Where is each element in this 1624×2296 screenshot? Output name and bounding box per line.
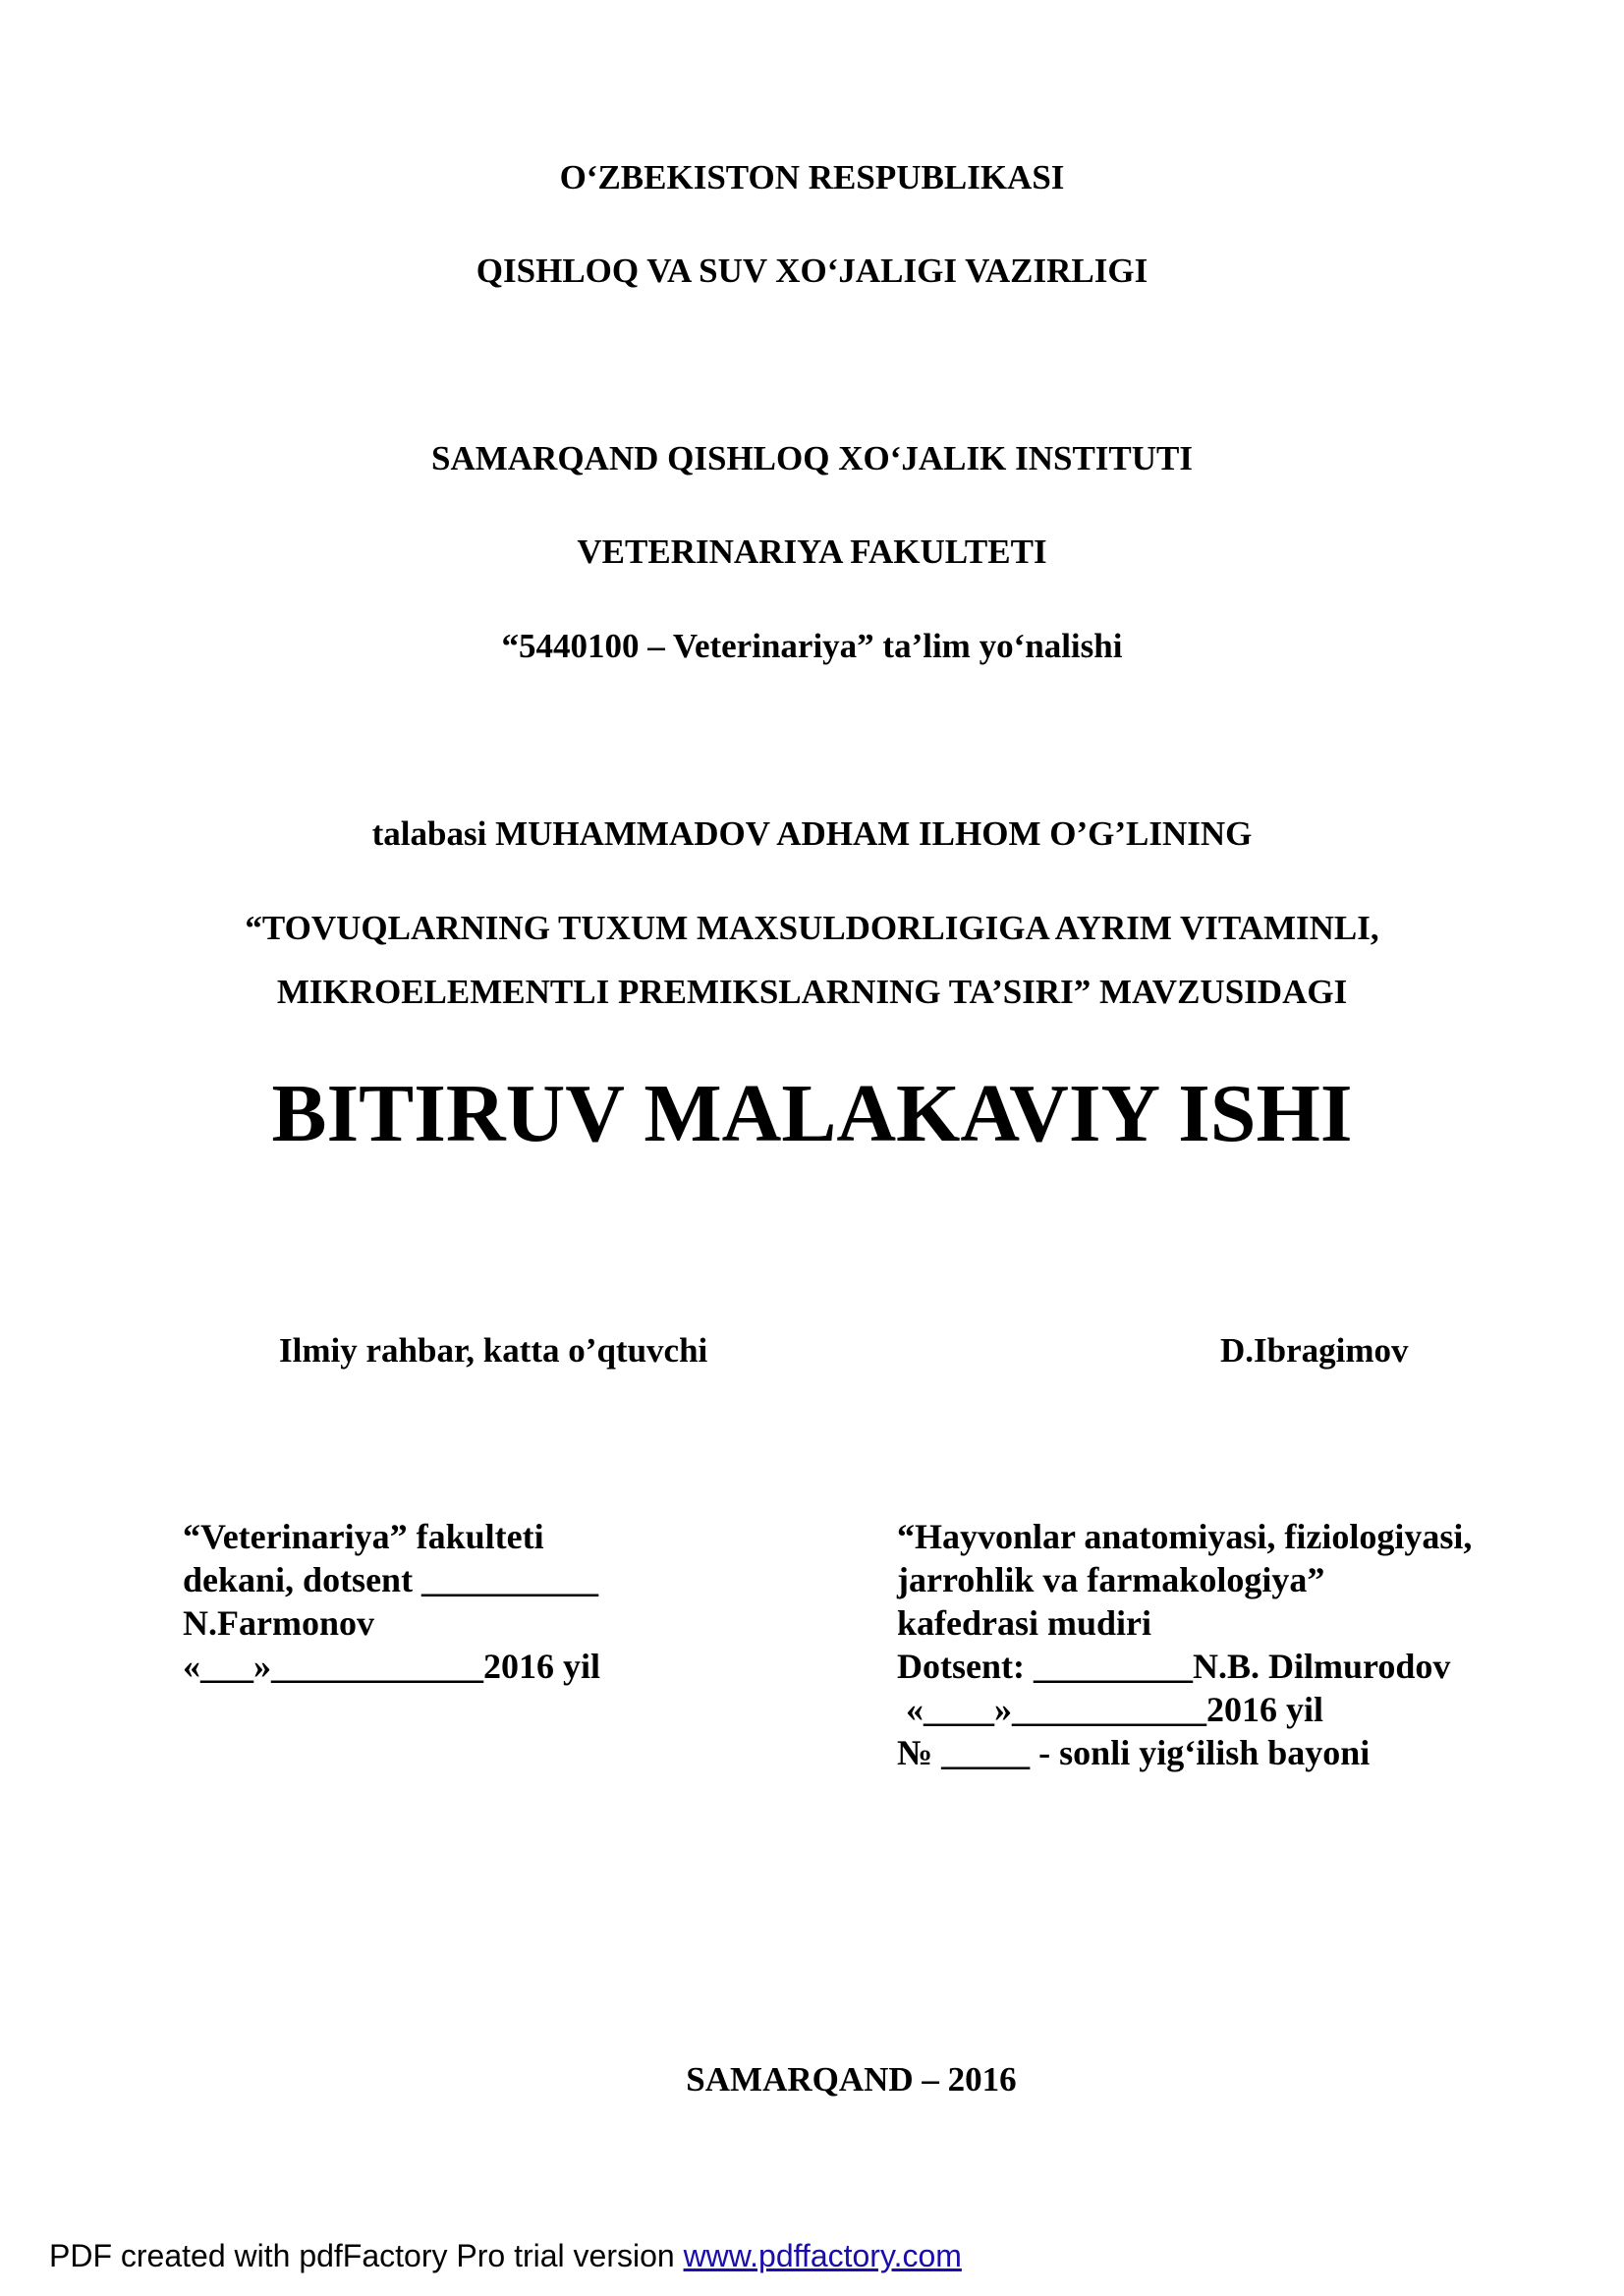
dean-line: N.Farmonov <box>183 1603 374 1643</box>
pdf-watermark-footer <box>49 2240 962 2271</box>
topic-line-1: “TOVUQLARNING TUXUM MAXSULDORLIGIGA AYRIM VITAMINLI, <box>245 909 1379 947</box>
department-approval-block <box>897 1515 1472 1774</box>
department-line: «____»___________2016 yil <box>897 1690 1324 1729</box>
dean-line: “Veterinariya” fakulteti <box>183 1517 544 1556</box>
department-line: jarrohlik va farmakologiya” <box>897 1560 1325 1599</box>
header-direction: “5440100 – Veterinariya” ta’lim yo‘nalishi <box>501 627 1123 665</box>
dean-line: dekani, dotsent __________ <box>183 1560 599 1599</box>
header-faculty: VETERINARIYA FAKULTETI <box>577 532 1047 571</box>
supervisor-name: D.Ibragimov <box>1220 1331 1409 1370</box>
header-republic: O‘ZBEKISTON RESPUBLIKASI <box>559 158 1065 196</box>
topic-line-2: MIKROELEMENTLI PREMIKSLARNING TA’SIRI” MAVZUSIDAGI <box>276 973 1348 1011</box>
department-line: kafedrasi mudiri <box>897 1603 1152 1643</box>
dean-line: «___»____________2016 yil <box>183 1647 601 1686</box>
supervisor-role: Ilmiy rahbar, katta o’qtuvchi <box>279 1331 708 1370</box>
place-year: SAMARQAND – 2016 <box>686 2060 1017 2099</box>
department-line: Dotsent: _________N.B. Dilmurodov <box>897 1647 1451 1686</box>
student-line: talabasi MUHAMMADOV ADHAM ILHOM O’G’LINING <box>371 814 1253 853</box>
footer-text: PDF created with pdfFactory Pro trial version <box>49 2238 684 2273</box>
dean-approval-block <box>183 1515 600 1688</box>
header-institute: SAMARQAND QISHLOQ XO‘JALIK INSTITUTI <box>431 439 1193 477</box>
document-title: BITIRUV MALAKAVIY ISHI <box>271 1068 1353 1159</box>
header-ministry: QISHLOQ VA SUV XO‘JALIGI VAZIRLIGI <box>476 252 1148 290</box>
department-line: № _____ - sonli yig‘ilish bayoni <box>897 1733 1371 1772</box>
footer-link[interactable]: www.pdffactory.com <box>683 2238 962 2273</box>
department-line: “Hayvonlar anatomiyasi, fiziologiyasi, <box>897 1517 1473 1556</box>
